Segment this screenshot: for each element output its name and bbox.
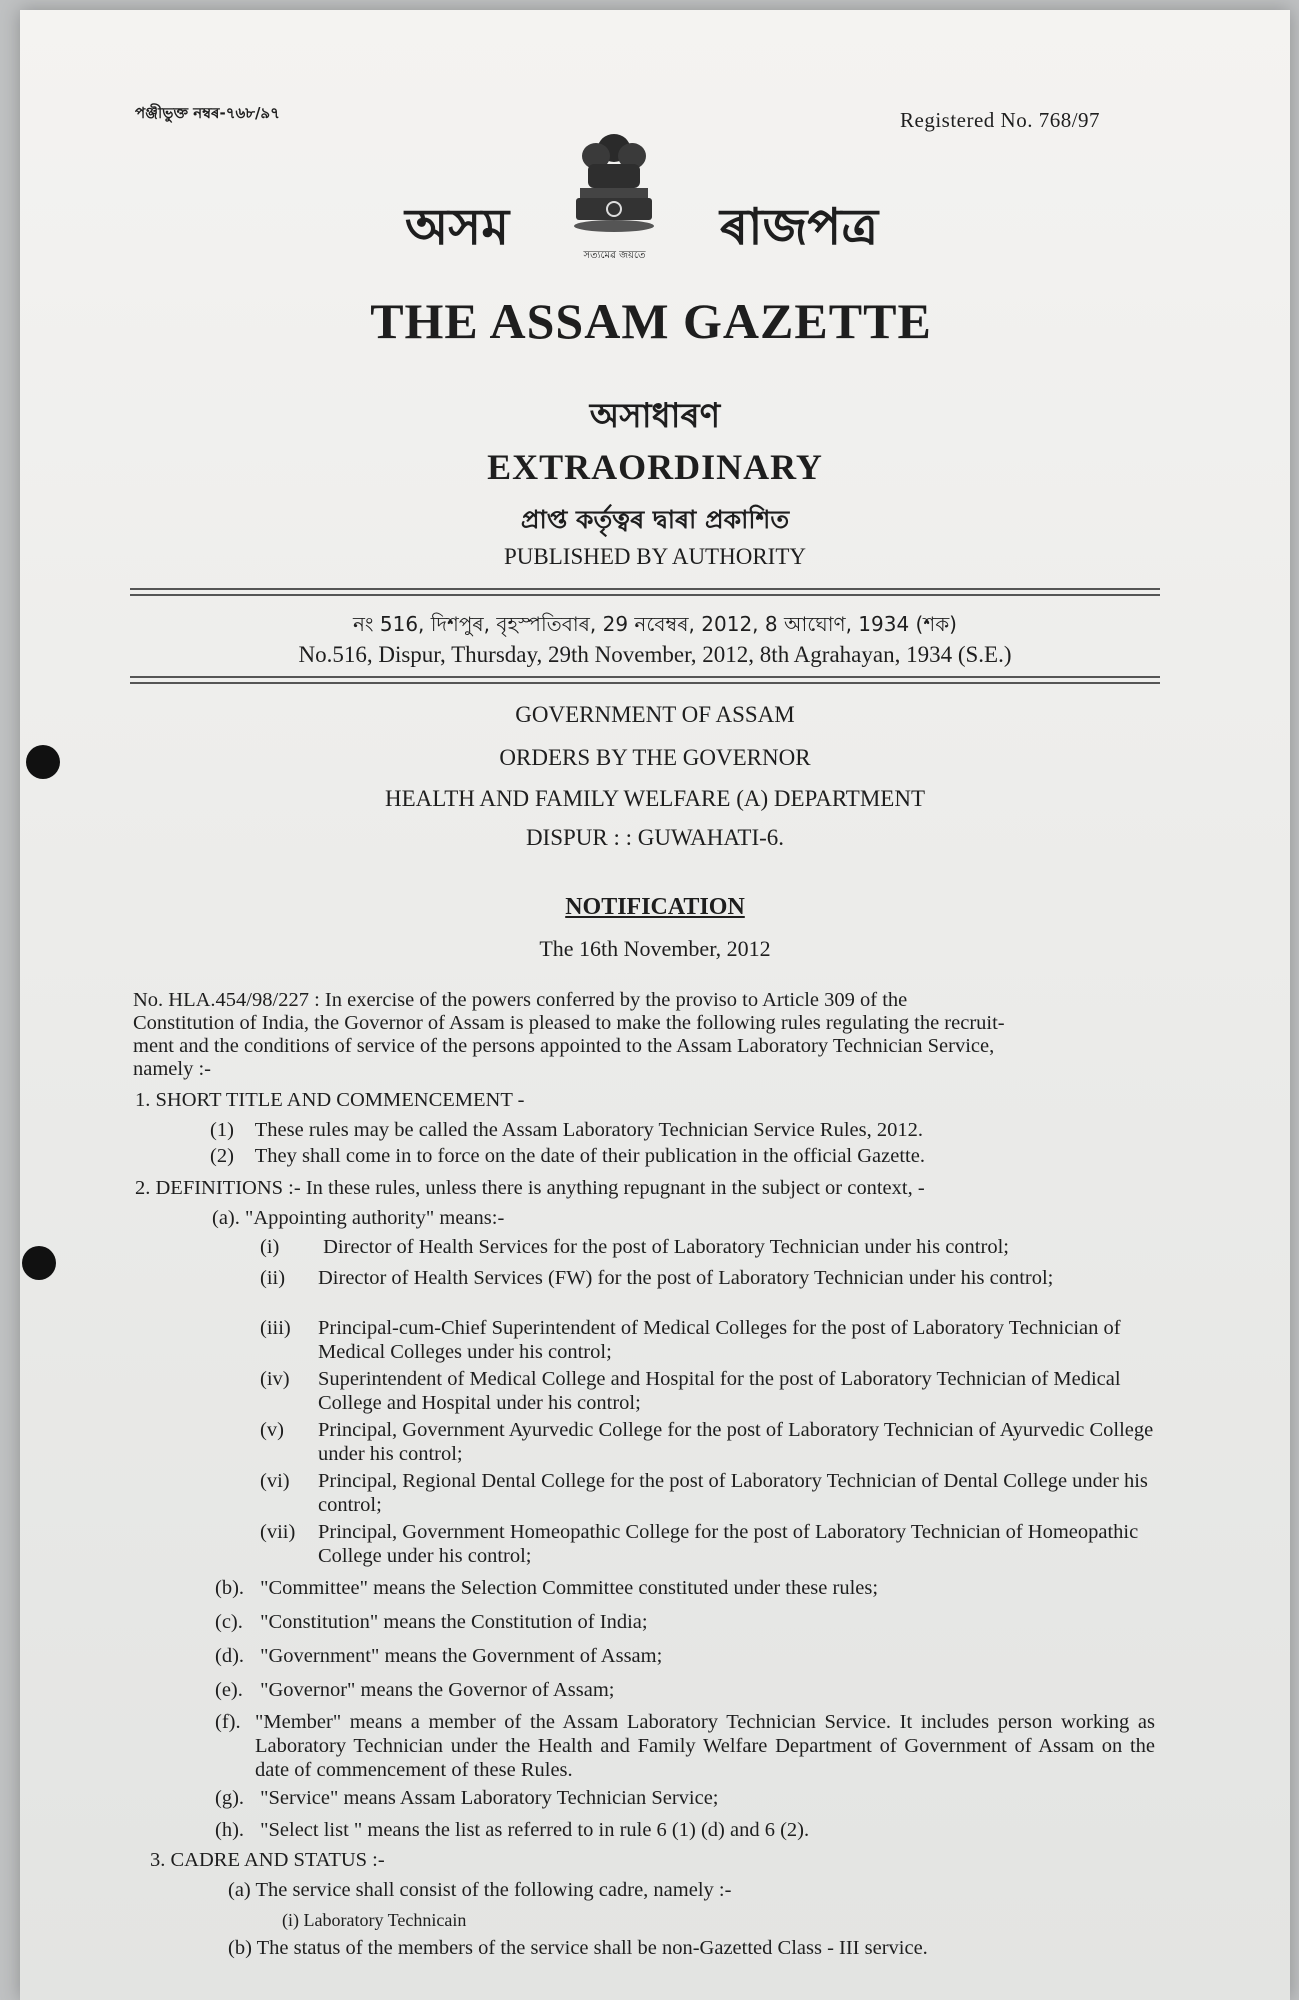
section-3-heading: 3. CADRE AND STATUS :- xyxy=(150,1849,385,1871)
item-text: "Government" means the Government of Assam; xyxy=(260,1645,663,1667)
government-line: GOVERNMENT OF ASSAM xyxy=(515,702,795,727)
issue-line-bengali: নং 516, দিশপুৰ, বৃহস্পতিবাৰ, 29 নবেম্বৰ, 2012, 8 আঘোণ, 1934 (শক) xyxy=(352,612,957,636)
department-line: HEALTH AND FAMILY WELFARE (A) DEPARTMENT xyxy=(384,786,925,811)
item-text: They shall come in to force on the date of their publication in the official Gazette. xyxy=(254,1145,925,1167)
registration-number: Registered No. 768/97 xyxy=(900,108,1101,132)
item-number: (h). xyxy=(215,1819,245,1841)
appointing-authority-item xyxy=(260,1266,1160,1290)
item-number: (vii) xyxy=(260,1521,296,1543)
definition-item xyxy=(215,1644,1155,1668)
extraordinary-heading: EXTRAORDINARY xyxy=(487,447,823,487)
appointing-authority-label: (a). "Appointing authority" means:- xyxy=(212,1207,505,1229)
appointing-authority-item xyxy=(260,1235,1160,1259)
appointing-authority-item xyxy=(260,1520,1160,1568)
section-3-item-b: (b) The status of the members of the service shall be non-Gazetted Class - III service. xyxy=(228,1937,928,1959)
lion-capital-icon xyxy=(562,126,667,244)
definition-item xyxy=(215,1678,1155,1702)
notification-date: The 16th November, 2012 xyxy=(539,936,771,961)
appointing-authority-item xyxy=(260,1469,1160,1517)
item-text: "Governor" means the Governor of Assam; xyxy=(260,1679,615,1701)
section-2-heading: 2. DEFINITIONS :- In these rules, unless there is anything repugnant in the subject or context, - xyxy=(135,1177,925,1199)
rajpatra-bengali-heading: ৰাজপত্ৰ xyxy=(720,198,879,256)
item-number: (vi) xyxy=(260,1470,290,1492)
item-text: These rules may be called the Assam Laboratory Technician Service Rules, 2012. xyxy=(254,1119,923,1141)
section-1-item xyxy=(210,1118,1110,1142)
intro-line-3: ment and the conditions of service of the persons appointed to the Assam Laboratory Technician Service, xyxy=(133,1035,995,1057)
item-text: Principal-cum-Chief Superintendent of Medical Colleges for the post of Laboratory Technician of Medical Colleges under his control; xyxy=(318,1317,1121,1363)
section-1-heading: 1. SHORT TITLE AND COMMENCEMENT - xyxy=(135,1089,525,1111)
definition-item xyxy=(215,1818,1155,1842)
item-number: (1) xyxy=(210,1119,234,1141)
intro-line-4: namely :- xyxy=(133,1058,211,1080)
definition-item xyxy=(215,1710,1160,1782)
orders-line: ORDERS BY THE GOVERNOR xyxy=(499,745,811,770)
definition-item xyxy=(215,1576,1155,1600)
section-1-item xyxy=(210,1144,1110,1168)
divider-top xyxy=(130,588,1160,590)
item-text: Principal, Government Homeopathic College for the post of Laboratory Technician of Homeopathic College under his control; xyxy=(318,1521,1139,1567)
item-number: (c). xyxy=(215,1611,243,1633)
item-text: Director of Health Services for the post of Laboratory Technician under his control; xyxy=(323,1236,1009,1258)
item-number: (i) xyxy=(260,1236,280,1258)
issue-line: No.516, Dispur, Thursday, 29th November, 2012, 8th Agrahayan, 1934 (S.E.) xyxy=(298,642,1012,667)
intro-line-1: No. HLA.454/98/227 : In exercise of the powers conferred by the proviso to Article 309 of the xyxy=(133,989,908,1011)
item-text: "Select list " means the list as referred to in rule 6 (1) (d) and 6 (2). xyxy=(260,1819,810,1841)
notification-heading xyxy=(20,894,1290,921)
published-by-authority: PUBLISHED BY AUTHORITY xyxy=(504,544,806,569)
dispur-line: DISPUR : : GUWAHATI-6. xyxy=(525,825,785,850)
item-number: (f). xyxy=(215,1711,241,1733)
gazette-title: THE ASSAM GAZETTE xyxy=(370,293,932,349)
definition-item xyxy=(215,1786,1155,1810)
item-text: Superintendent of Medical College and Hospital for the post of Laboratory Technician of Medical College and Hospital under his control; xyxy=(318,1368,1121,1414)
gazette-page xyxy=(20,10,1290,2000)
item-text: Director of Health Services (FW) for the post of Laboratory Technician under his control; xyxy=(318,1267,1054,1289)
registration-number-bengali: পঞ্জীভুক্ত নম্বৰ-৭৬৮/৯৭ xyxy=(135,104,280,122)
appointing-authority-item xyxy=(260,1316,1160,1364)
item-number: (iv) xyxy=(260,1368,290,1390)
appointing-authority-item xyxy=(260,1418,1160,1466)
extraordinary-bengali: অসাধাৰণ xyxy=(589,396,721,436)
section-3-item-a: (a) The service shall consist of the following cadre, namely :- xyxy=(228,1879,732,1901)
item-number: (g). xyxy=(215,1787,245,1809)
section-3-item-a-i: (i) Laboratory Technicain xyxy=(282,1910,467,1930)
item-number: (iii) xyxy=(260,1317,291,1339)
item-text: Principal, Regional Dental College for the post of Laboratory Technician of Dental College under his control; xyxy=(318,1470,1148,1516)
appointing-authority-item xyxy=(260,1367,1160,1415)
item-text: "Member" means a member of the Assam Laboratory Technician Service. It includes person working as Laboratory Technician under the Health and Family Welfare Department of Government of Assam on the date of commencement of these Rules. xyxy=(255,1711,1155,1781)
item-number: (b). xyxy=(215,1577,245,1599)
punch-hole-bottom xyxy=(22,1246,56,1280)
item-number: (e). xyxy=(215,1679,243,1701)
item-text: "Service" means Assam Laboratory Technician Service; xyxy=(260,1787,719,1809)
item-text: "Constitution" means the Constitution of India; xyxy=(260,1611,648,1633)
item-number: (d). xyxy=(215,1645,245,1667)
intro-line-2: Constitution of India, the Governor of Assam is pleased to make the following rules regulating the recruit- xyxy=(133,1012,1005,1034)
item-text: "Committee" means the Selection Committee constituted under these rules; xyxy=(260,1577,879,1599)
divider-top-second xyxy=(130,594,1160,596)
divider-bottom-second xyxy=(130,682,1160,684)
item-number: (v) xyxy=(260,1419,284,1441)
published-bengali: প্ৰাপ্ত কৰ্তৃত্বৰ দ্বাৰা প্ৰকাশিত xyxy=(520,505,790,534)
divider-bottom xyxy=(130,676,1160,678)
item-text: Principal, Government Ayurvedic College for the post of Laboratory Technician of Ayurvedic College under his control; xyxy=(318,1419,1154,1465)
emblem-motto: সত্যমেৱ জয়তে xyxy=(583,250,646,261)
notification-heading-text: NOTIFICATION xyxy=(565,894,745,920)
state-emblem xyxy=(562,126,667,261)
assam-bengali-heading: অসম xyxy=(405,198,510,256)
item-number: (2) xyxy=(210,1145,234,1167)
item-number: (ii) xyxy=(260,1267,286,1289)
definition-item xyxy=(215,1610,1155,1634)
